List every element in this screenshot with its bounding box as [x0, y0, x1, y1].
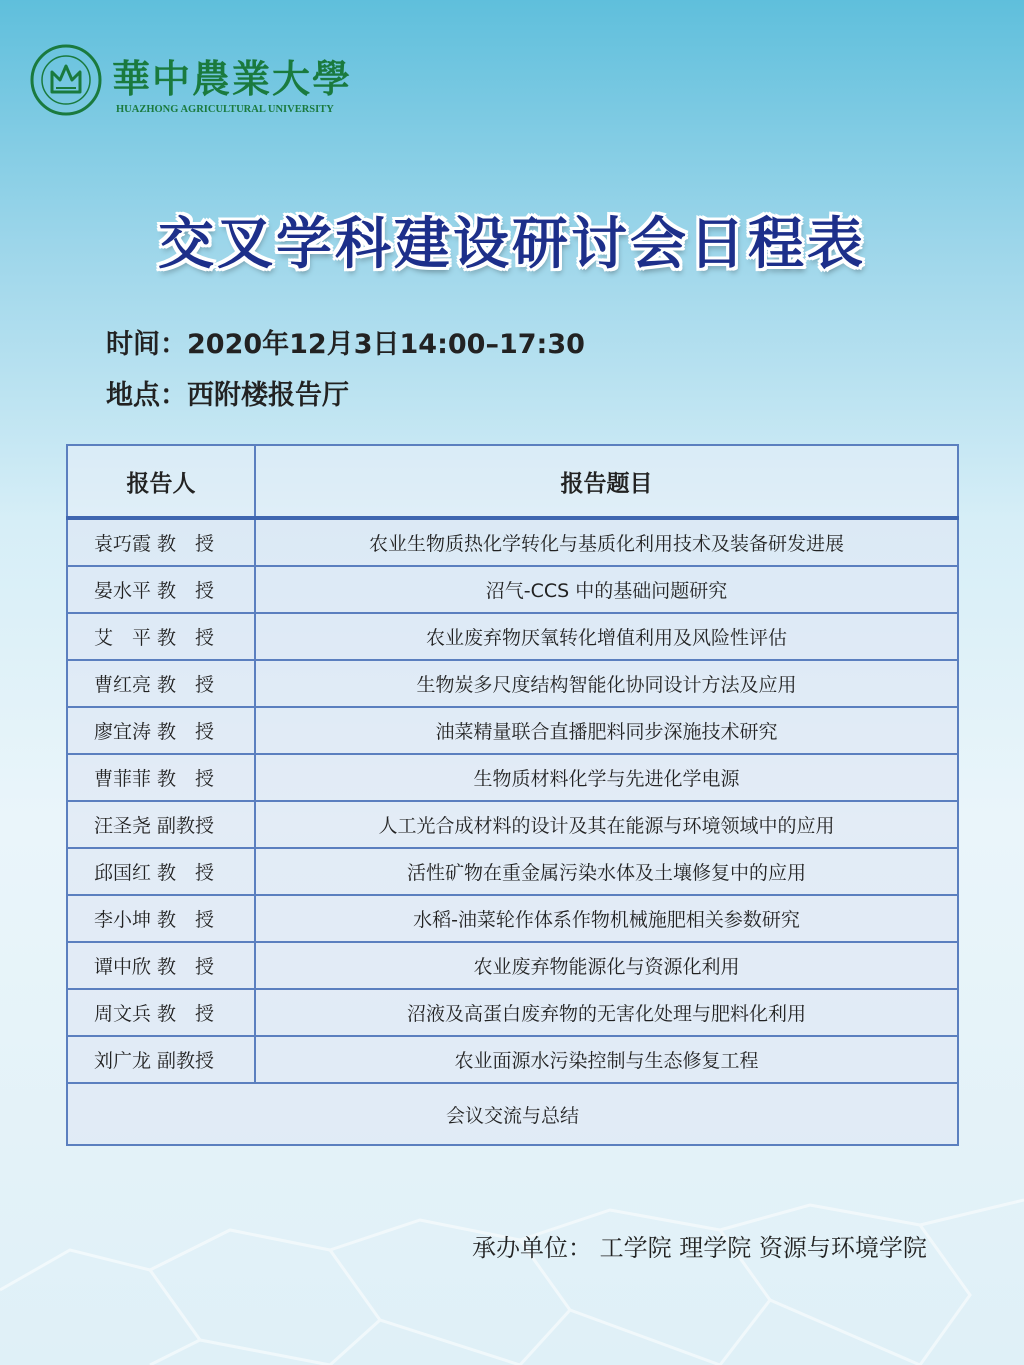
organizer-line: 承办单位： 工学院 理学院 资源与环境学院 [472, 1234, 927, 1262]
topic-cell: 沼液及高蛋白废弃物的无害化处理与肥料化利用 [255, 989, 958, 1036]
table-row [67, 895, 958, 942]
header-speaker: 报告人 [67, 445, 255, 518]
speaker-cell: 晏水平 教 授 [67, 566, 255, 613]
speaker-cell: 汪圣尧 副教授 [67, 801, 255, 848]
speaker-cell: 邱国红 教 授 [67, 848, 255, 895]
table-row [67, 1036, 958, 1083]
topic-cell: 农业面源水污染控制与生态修复工程 [255, 1036, 958, 1083]
table-row [67, 942, 958, 989]
topic-cell: 人工光合成材料的设计及其在能源与环境领域中的应用 [255, 801, 958, 848]
topic-cell: 活性矿物在重金属污染水体及土壤修复中的应用 [255, 848, 958, 895]
table-row [67, 707, 958, 754]
summary-row [67, 1083, 958, 1145]
event-time: 时间：2020年12月3日14:00–17:30 [106, 329, 585, 360]
page-title: 交叉学科建设研讨会日程表 [158, 212, 866, 277]
table-row [67, 660, 958, 707]
table-row [67, 566, 958, 613]
speaker-cell: 周文兵 教 授 [67, 989, 255, 1036]
schedule-table [66, 444, 959, 1146]
topic-cell: 农业废弃物能源化与资源化利用 [255, 942, 958, 989]
table-row [67, 989, 958, 1036]
table-row [67, 518, 958, 566]
header-topic: 报告题目 [255, 445, 958, 518]
speaker-cell: 袁巧霞 教 授 [67, 518, 255, 566]
speaker-cell: 李小坤 教 授 [67, 895, 255, 942]
speaker-cell: 廖宜涛 教 授 [67, 707, 255, 754]
table-header-row [67, 445, 958, 518]
topic-cell: 油菜精量联合直播肥料同步深施技术研究 [255, 707, 958, 754]
university-name-en: HUAZHONG AGRICULTURAL UNIVERSITY [116, 104, 334, 115]
topic-cell: 生物炭多尺度结构智能化协同设计方法及应用 [255, 660, 958, 707]
speaker-cell: 谭中欣 教 授 [67, 942, 255, 989]
topic-cell: 水稻-油菜轮作体系作物机械施肥相关参数研究 [255, 895, 958, 942]
topic-cell: 生物质材料化学与先进化学电源 [255, 754, 958, 801]
speaker-cell: 艾 平 教 授 [67, 613, 255, 660]
summary-cell: 会议交流与总结 [67, 1083, 958, 1145]
speaker-cell: 曹红亮 教 授 [67, 660, 255, 707]
event-place: 地点：西附楼报告厅 [106, 380, 349, 411]
speaker-cell: 刘广龙 副教授 [67, 1036, 255, 1083]
topic-cell: 沼气-CCS 中的基础问题研究 [255, 566, 958, 613]
table-row [67, 754, 958, 801]
speaker-cell: 曹菲菲 教 授 [67, 754, 255, 801]
university-name-cn: 華中農業大學 [112, 56, 353, 101]
topic-cell: 农业废弃物厌氧转化增值利用及风险性评估 [255, 613, 958, 660]
table-row [67, 848, 958, 895]
table-row [67, 801, 958, 848]
topic-cell: 农业生物质热化学转化与基质化利用技术及装备研发进展 [255, 518, 958, 566]
university-logo [30, 44, 353, 124]
university-seal-icon [30, 44, 102, 116]
table-row [67, 613, 958, 660]
